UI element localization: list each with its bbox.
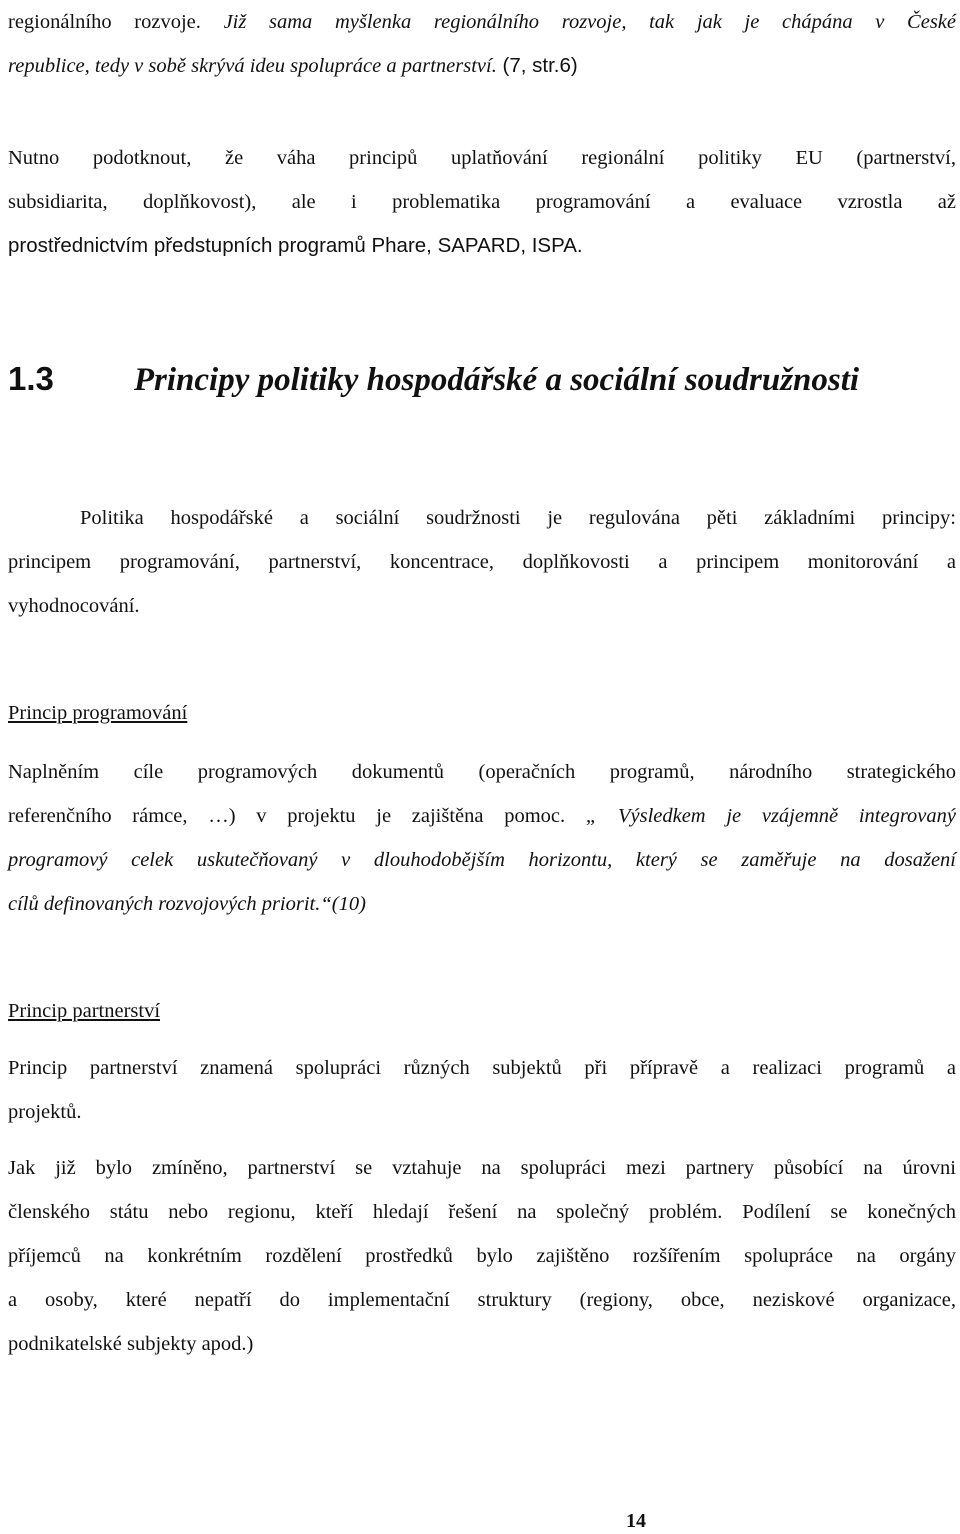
- para2-line-2: subsidiarita, doplňkovost), ale i problematika programování a evaluace vzrostla až: [8, 191, 956, 213]
- subheading-programming: Princip programování: [8, 702, 188, 724]
- paragraph-eu-principles: [8, 136, 956, 268]
- sub2-p2-line-3: příjemců na konkrétním rozdělení prostředků bylo zajištěno rozšířením spolupráce na orgány: [8, 1245, 956, 1267]
- sub1-line-4: cílů definovaných rozvojových priorit.“(10): [8, 893, 366, 915]
- sub1-line-2-italic: „ Výsledkem je vzájemně integrovaný: [585, 805, 956, 827]
- intro-line-1-italic: Již sama myšlenka regionálního rozvoje, tak jak je chápána v České: [223, 11, 956, 33]
- paragraph-cohesion-policy: [8, 496, 956, 628]
- sub2-p2-line-5: podnikatelské subjekty apod.): [8, 1333, 254, 1355]
- intro-line-2-italic: republice, tedy v sobě skrývá ideu spolupráce a partnerství.: [8, 55, 497, 77]
- para3-line-3: vyhodnocování.: [8, 595, 140, 617]
- section-heading: [8, 360, 859, 399]
- sub2-p1-line-2: projektů.: [8, 1101, 82, 1123]
- intro-line-2: [8, 44, 956, 88]
- intro-line-1-plain: regionálního rozvoje.: [8, 11, 224, 33]
- sub2-p2-line-1: Jak již bylo zmíněno, partnerství se vztahuje na spolupráci mezi partnery působící na úrovni: [8, 1157, 956, 1179]
- para2-line-3: prostřednictvím předstupních programů Phare, SAPARD, ISPA.: [8, 234, 583, 257]
- sub2-p1-line-1: Princip partnerství znamená spolupráci různých subjektů při přípravě a realizaci programů a: [8, 1057, 956, 1079]
- para3-line-2: principem programování, partnerství, koncentrace, doplňkovosti a principem monitorování a: [8, 551, 956, 573]
- sub1-line-2: [8, 794, 956, 838]
- sub1-line-3: programový celek uskutečňovaný v dlouhodobějším horizontu, který se zaměřuje na dosažení: [8, 849, 956, 871]
- sub1-line-2-plain: referenčního rámce, …) v projektu je zajištěna pomoc.: [8, 805, 586, 827]
- subheading-partnership: Princip partnerství: [8, 1000, 161, 1022]
- intro-citation: (7, str.6): [496, 54, 578, 77]
- sub2-p2-line-4: a osoby, které nepatří do implementační struktury (regiony, obce, neziskové organizace,: [8, 1289, 956, 1311]
- sub2-p2-line-2: členského státu nebo regionu, kteří hledají řešení na společný problém. Podílení se konečných: [8, 1201, 956, 1223]
- paragraph-partnership-2: [8, 1146, 956, 1366]
- section-title: Principy politiky hospodářské a sociální soudružnosti: [133, 362, 860, 398]
- intro-line-1: [8, 0, 956, 44]
- paragraph-partnership-1: [8, 1046, 956, 1134]
- para3-line-1: Politika hospodářské a sociální soudržnosti je regulována pěti základními principy:: [80, 507, 956, 529]
- intro-paragraph: [8, 0, 956, 88]
- section-number: 1.3: [8, 360, 54, 397]
- sub1-line-1: Naplněním cíle programových dokumentů (operačních programů, národního strategického: [8, 761, 956, 783]
- paragraph-programming: [8, 750, 956, 926]
- para2-line-1: Nutno podotknout, že váha principů uplatňování regionální politiky EU (partnerství,: [8, 147, 956, 169]
- page-number: 14: [626, 1510, 646, 1532]
